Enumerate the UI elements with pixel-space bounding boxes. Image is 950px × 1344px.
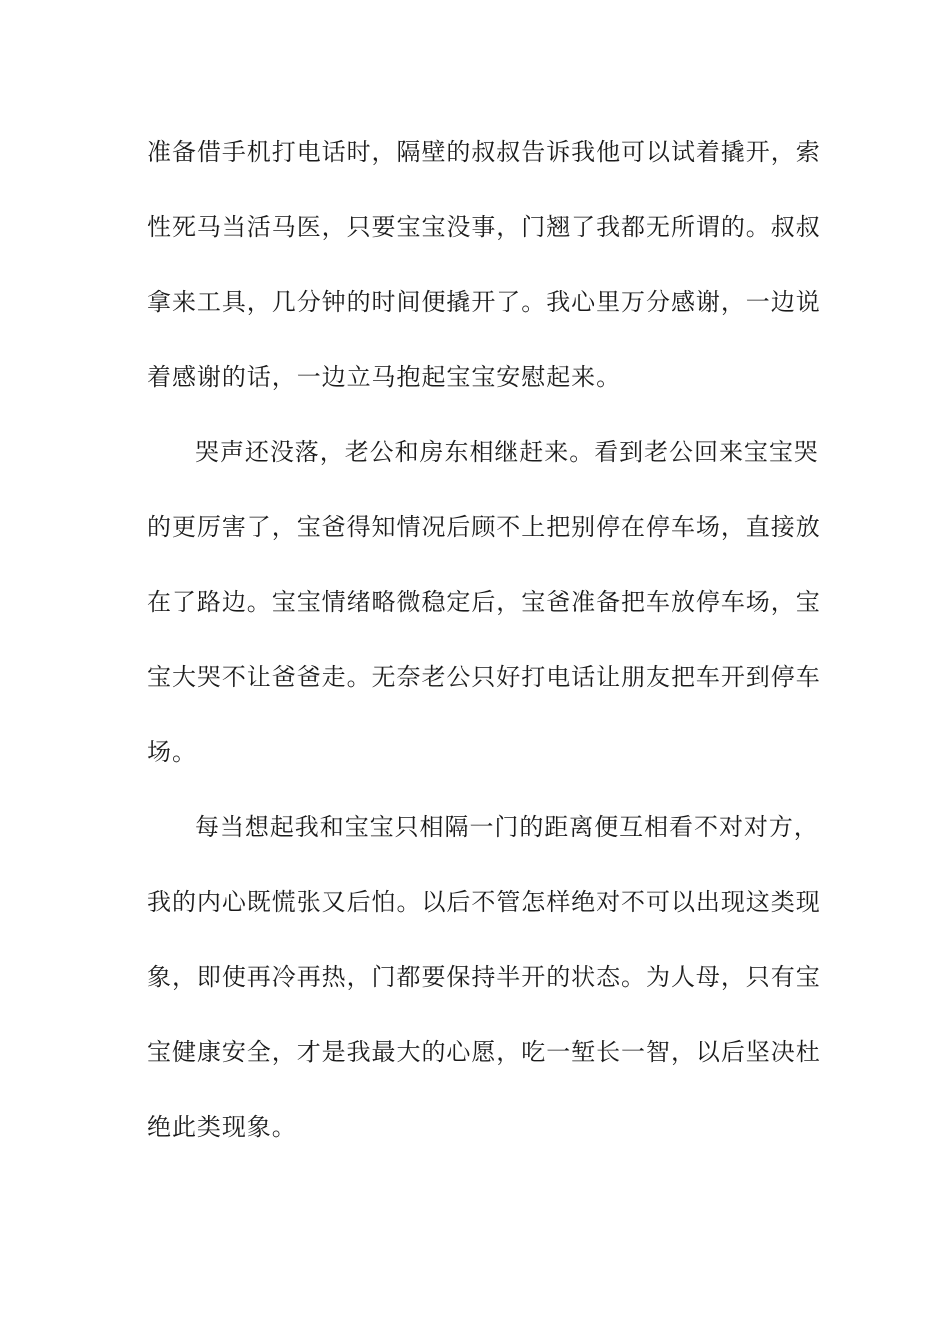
paragraph-3-line-5: 绝此类现象。 (147, 1113, 297, 1141)
paragraph-1-line-1: 准备借手机打电话时，隔壁的叔叔告诉我他可以试着撬开，索 (147, 138, 821, 166)
paragraph-2-line-1: 哭声还没落，老公和房东相继赶来。看到老公回来宝宝哭 (195, 438, 819, 466)
paragraph-2-line-4: 宝大哭不让爸爸走。无奈老公只好打电话让朋友把车开到停车 (147, 663, 821, 691)
paragraph-2-line-2: 的更厉害了，宝爸得知情况后顾不上把别停在停车场，直接放 (147, 513, 821, 541)
paragraph-3-line-3: 象，即使再冷再热，门都要保持半开的状态。为人母，只有宝 (147, 963, 821, 991)
paragraph-3-line-1: 每当想起我和宝宝只相隔一门的距离便互相看不对对方， (195, 813, 819, 841)
paragraph-3-line-2: 我的内心既慌张又后怕。以后不管怎样绝对不可以出现这类现 (147, 888, 821, 916)
paragraph-2-line-5: 场。 (147, 738, 197, 766)
paragraph-3-line-4: 宝健康安全，才是我最大的心愿，吃一堑长一智，以后坚决杜 (147, 1038, 821, 1066)
paragraph-1-line-3: 拿来工具，几分钟的时间便撬开了。我心里万分感谢，一边说 (147, 288, 821, 316)
paragraph-1-line-2: 性死马当活马医，只要宝宝没事，门翘了我都无所谓的。叔叔 (147, 213, 821, 241)
paragraph-1-line-4: 着感谢的话，一边立马抱起宝宝安慰起来。 (147, 363, 622, 391)
paragraph-2-line-3: 在了路边。宝宝情绪略微稳定后，宝爸准备把车放停车场，宝 (147, 588, 821, 616)
